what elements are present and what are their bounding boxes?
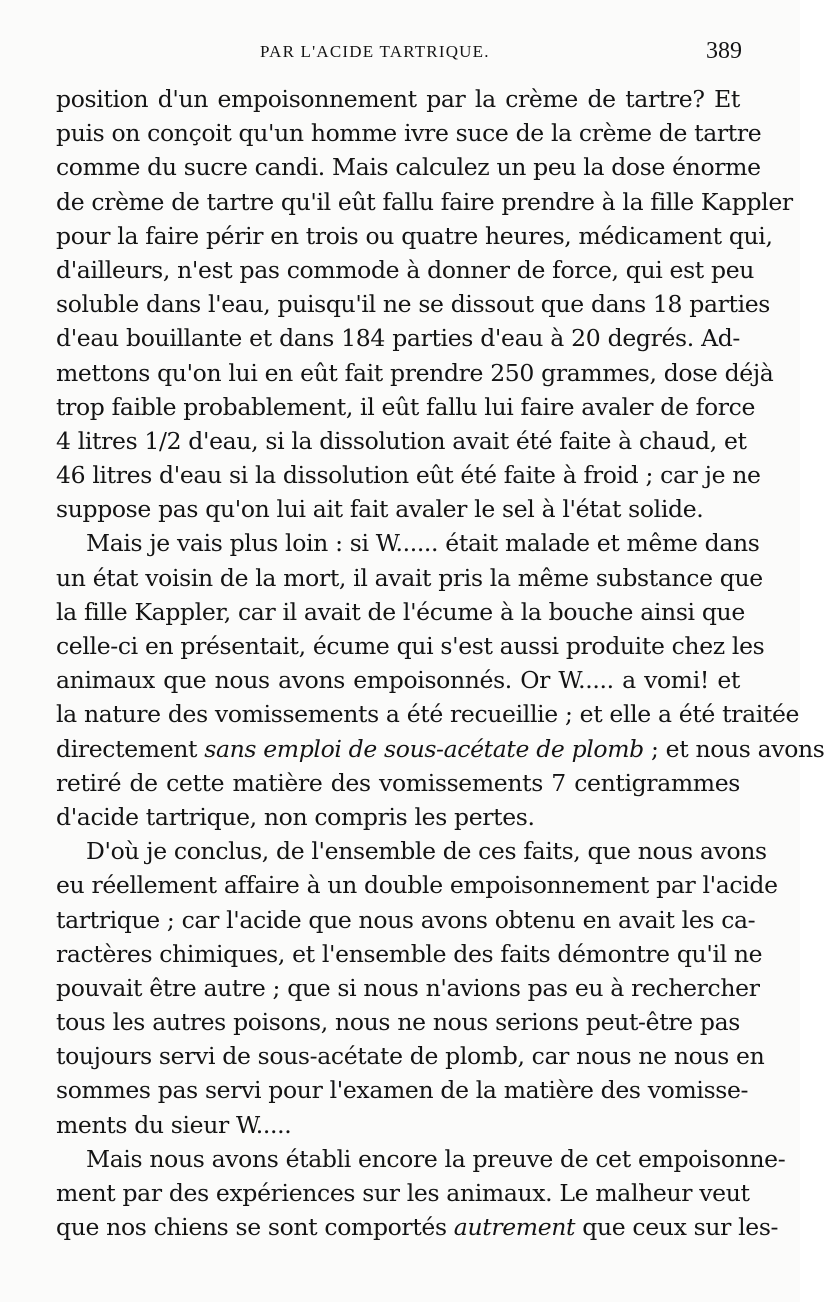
text-line [56,766,740,800]
italic-text: sans emploi de sous-acétate de plomb [204,734,644,763]
line-text: toujours servi de sous-acétate de plomb, car nous ne nous en [56,1042,765,1071]
text-line [56,1073,749,1107]
text-line [56,1108,740,1142]
text-line [56,697,800,731]
text-line [56,629,765,663]
text-line [56,663,740,697]
line-text: ments du sieur W..... [56,1110,292,1139]
line-text: eu réellement affaire à un double empoisonnement par l'acide [56,871,778,900]
line-text: position d'un empoisonnement par la crème de tartre? Et [56,85,740,113]
text-line [56,424,747,458]
line-text: que nos chiens se sont comportés [56,1213,454,1242]
text-line [56,458,761,492]
text-line [56,321,740,355]
text-line [56,390,756,424]
text-line [56,1176,750,1210]
text-line [56,492,740,526]
line-text: d'ailleurs, n'est pas commode à donner de force, qui est peu [56,255,755,284]
line-text: pouvait être autre ; que si nous n'avions pas eu à rechercher [56,973,760,1002]
line-text: Mais je vais plus loin : si W...... était malade et même dans [86,529,760,558]
text-line [56,82,740,116]
line-text: retiré de cette matière des vomissements 7 centigrammes [56,768,740,797]
line-text: ment par des expériences sur les animaux. Le malheur veut [56,1179,750,1207]
line-text-continued: que ceux sur les- [575,1213,779,1242]
text-line [56,219,773,253]
line-text: de crème de tartre qu'il eût fallu faire prendre à la fille Kappler [56,187,793,216]
line-text: soluble dans l'eau, puisqu'il ne se dissout que dans 18 parties [56,290,771,319]
line-text: trop faible probablement, il eût fallu lui faire avaler de force [56,392,756,421]
text-line [56,868,778,902]
body-text [56,82,825,1244]
text-line [56,1142,786,1176]
text-line [56,185,793,219]
line-text: d'acide tartrique, non compris les pertes. [56,802,535,831]
text-line [56,1005,740,1039]
line-text: mettons qu'on lui en eût fait prendre 250 grammes, dose déjà [56,358,774,387]
text-line [56,116,762,150]
text-line [56,1210,779,1244]
line-text: ractères chimiques, et l'ensemble des faits démontre qu'il ne [56,939,763,968]
line-text: directement [56,734,205,763]
line-text: 4 litres 1/2 d'eau, si la dissolution avait été faite à chaud, et [56,426,747,455]
line-text-continued: ; et nous avons [643,734,825,763]
running-title: PAR L'ACIDE TARTRIQUE. [260,42,490,61]
text-line [56,526,760,560]
line-text: celle-ci en présentait, écume qui s'est aussi produite chez les [56,632,765,660]
text-line [56,732,825,766]
line-text: la fille Kappler, car il avait de l'écume à la bouche ainsi que [56,597,745,626]
line-text: sommes pas servi pour l'examen de la matière des vomisse- [56,1076,749,1105]
line-text: Mais nous avons établi encore la preuve de cet empoisonne- [86,1144,786,1173]
text-line [56,595,745,629]
text-line [56,287,771,321]
line-text: pour la faire périr en trois ou quatre heures, médicament qui, [56,221,773,250]
line-text: tartrique ; car l'acide que nous avons obtenu en avait les ca- [56,905,756,934]
text-line [56,834,767,868]
text-line [56,356,774,390]
page-number: 389 [706,38,742,64]
text-line [56,903,756,937]
page-header [60,38,742,68]
text-line [56,561,763,595]
line-text: puis on conçoit qu'un homme ivre suce de la crème de tartre [56,119,762,148]
line-text: la nature des vomissements a été recueillie ; et elle a été traitée [56,700,800,729]
line-text: comme du sucre candi. Mais calculez un peu la dose énorme [56,153,761,182]
line-text: 46 litres d'eau si la dissolution eût été faite à froid ; car je ne [56,461,761,490]
text-line [56,800,740,834]
line-text: suppose pas qu'on lui ait fait avaler le sel à l'état solide. [56,495,704,524]
text-line [56,971,760,1005]
text-line [56,1039,765,1073]
line-text: d'eau bouillante et dans 184 parties d'eau à 20 degrés. Ad- [56,324,740,353]
text-line [56,150,761,184]
line-text: tous les autres poisons, nous ne nous serions peut-être pas [56,1008,740,1037]
line-text: D'où je conclus, de l'ensemble de ces faits, que nous avons [86,837,767,866]
line-text: animaux que nous avons empoisonnés. Or W..... a vomi! et [56,666,740,695]
text-line [56,937,763,971]
line-text: un état voisin de la mort, il avait pris la même substance que [56,563,763,592]
italic-text: autrement [453,1213,576,1242]
text-line [56,253,755,287]
